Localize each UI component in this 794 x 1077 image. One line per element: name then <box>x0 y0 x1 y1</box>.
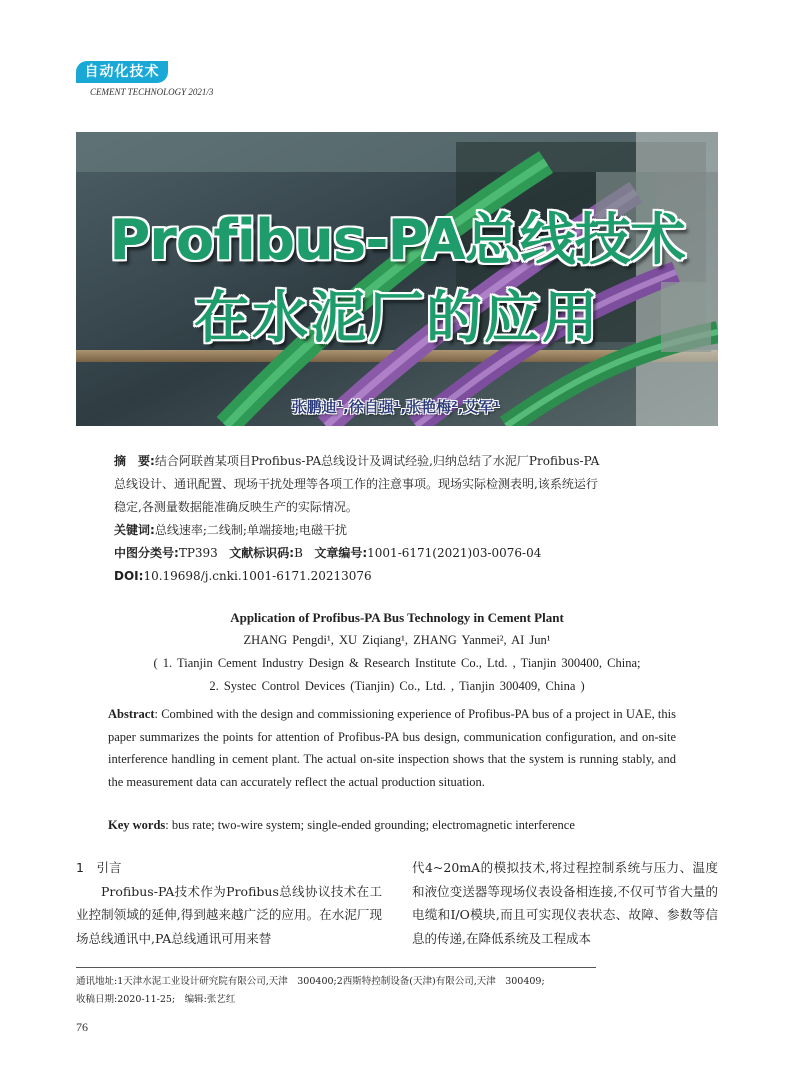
footnote-received: 收稿日期:2020-11-25; 编辑:张艺红 <box>76 994 236 1005</box>
abstract-cn-line3: 稳定,各测量数据能准确反映生产的实际情况。 <box>114 500 358 514</box>
body-column-left <box>76 856 382 950</box>
body-paragraph-left: Profibus-PA技术作为Profibus总线协议技术在工业控制领域的延伸,得到越来越广泛的应用。在水泥厂现场总线通讯中,PA总线通讯可用来替 <box>76 883 382 946</box>
abstract-cn-line1 <box>114 450 694 473</box>
journal-line: CEMENT TECHNOLOGY 2021/3 <box>90 87 214 97</box>
abstract-cn-text1: 结合阿联酋某项目Profibus-PA总线设计及调试经验,归纳总结了水泥厂Profibus-PA <box>154 454 600 468</box>
hero-title-line1: Profibus-PA总线技术 <box>109 208 685 273</box>
doi-label: DOI: <box>114 569 144 583</box>
abstract-cn-label: 摘 要: <box>114 454 155 468</box>
doi-value: 10.19698/j.cnki.1001-6171.20213076 <box>143 569 372 583</box>
footnote-rule <box>76 967 596 968</box>
abstract-cn-line2: 总线设计、通讯配置、现场干扰处理等各项工作的注意事项。现场实际检测表明,该系统运行 <box>114 477 598 491</box>
english-title: Application of Profibus-PA Bus Technology in Cement Plant <box>230 610 564 625</box>
english-keywords-text: : bus rate; two-wire system; single-ended grounding; electromagnetic interference <box>165 818 575 832</box>
hero-banner <box>76 132 718 426</box>
english-affiliation-2: 2. Systec Control Devices (Tianjin) Co., Ltd. , Tianjin 300409, China ) <box>209 679 585 693</box>
keywords-cn <box>114 519 694 542</box>
doccode-label: 文献标识码: <box>229 546 295 560</box>
article-label: 文章编号: <box>314 546 368 560</box>
article-value: 1001-6171(2021)03-0076-04 <box>367 546 542 560</box>
english-affiliation-1: ( 1. Tianjin Cement Industry Design & Research Institute Co., Ltd. , Tianjin 300400, China; <box>153 656 641 670</box>
section-badge: 自动化技术 <box>76 61 168 83</box>
keywords-cn-label: 关键词: <box>114 523 155 537</box>
doccode-value: B <box>294 546 303 560</box>
english-abstract-text: : Combined with the design and commissioning experience of Profibus-PA bus of a project in UAE, this paper summarizes the points for attention of Profibus-PA bus design, communication configuration, and on-site interference handling in cement plant. The actual on-site inspection shows that the system is running stably, and the measurement data can accurately reflect the actual production situation. <box>108 707 676 789</box>
page-number: 76 <box>76 1020 88 1034</box>
hero-authors: 张鹏迪¹,徐自强¹,张艳梅²,艾军¹ <box>291 398 500 416</box>
english-authors: ZHANG Pengdi¹, XU Ziqiang¹, ZHANG Yanmei², AI Jun¹ <box>243 633 551 647</box>
english-keywords <box>108 818 678 833</box>
classification-line <box>114 542 694 565</box>
doi-line <box>114 565 694 588</box>
english-abstract <box>108 703 676 793</box>
class-label: 中图分类号: <box>114 546 179 560</box>
body-paragraph-right: 代4~20mA的模拟技术,将过程控制系统与压力、温度和液位变送器等现场仪表设备相连接,不仅可节省大量的电缆和I/O模块,而且可实现仪表状态、故障、参数等信息的传递,在降低系统及工程成本 <box>412 860 718 946</box>
keywords-cn-text: 总线速率;二线制;单端接地;电磁干扰 <box>154 523 347 537</box>
class-value: TP393 <box>178 546 218 560</box>
english-abstract-label: Abstract <box>108 707 155 721</box>
body-column-right <box>412 856 718 950</box>
section-heading: 1 引言 <box>76 860 122 875</box>
footnote-address: 通讯地址:1天津水泥工业设计研究院有限公司,天津 300400;2西斯特控制设备(天津)有限公司,天津 300409; <box>76 976 545 987</box>
english-keywords-label: Key words <box>108 818 166 832</box>
hero-title-line2: 在水泥厂的应用 <box>194 286 600 351</box>
